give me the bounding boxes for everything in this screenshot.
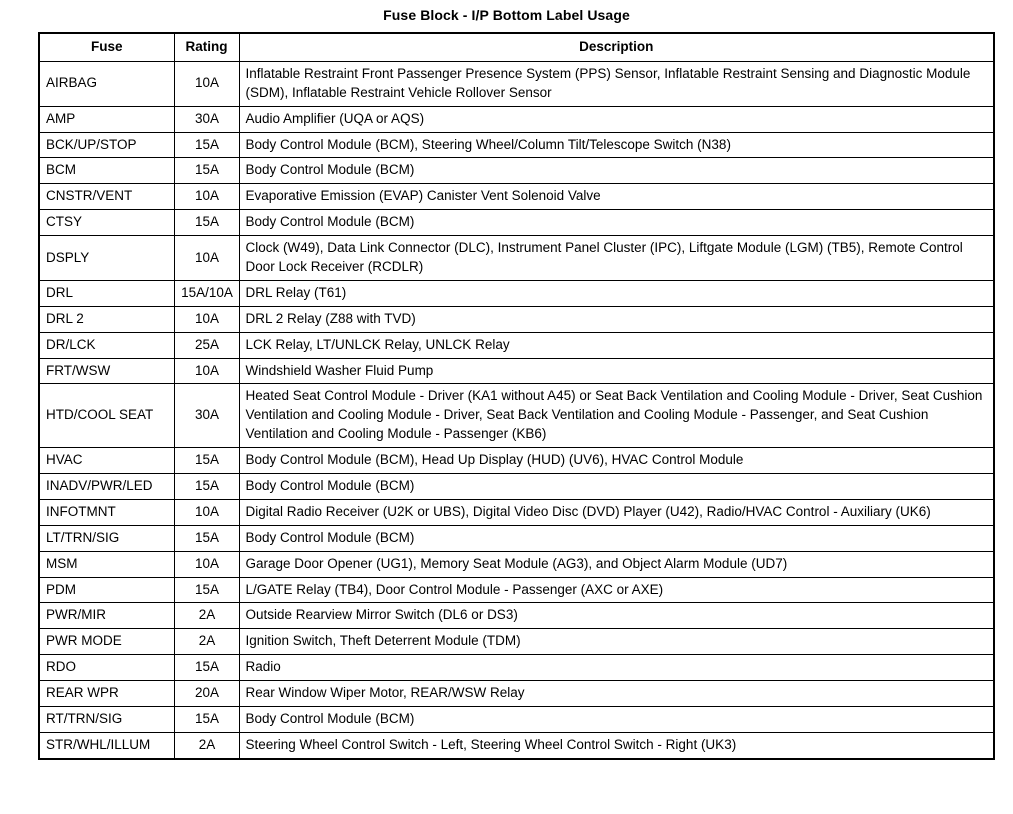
description-cell: DRL 2 Relay (Z88 with TVD) [239, 306, 994, 332]
table-row [39, 158, 994, 184]
table-header-row [39, 33, 994, 61]
rating-cell: 10A [174, 184, 239, 210]
table-body [39, 61, 994, 758]
fuse-cell: CTSY [39, 210, 174, 236]
table-row [39, 384, 994, 448]
fuse-cell: HVAC [39, 448, 174, 474]
fuse-cell: AMP [39, 106, 174, 132]
table-row [39, 577, 994, 603]
description-cell: Steering Wheel Control Switch - Left, Steering Wheel Control Switch - Right (UK3) [239, 732, 994, 758]
fuse-cell: PWR MODE [39, 629, 174, 655]
table-row [39, 732, 994, 758]
rating-cell: 2A [174, 629, 239, 655]
table-row [39, 61, 994, 106]
table-row [39, 332, 994, 358]
fuse-cell: DRL 2 [39, 306, 174, 332]
rating-cell: 2A [174, 603, 239, 629]
description-cell: Body Control Module (BCM) [239, 158, 994, 184]
description-cell: Clock (W49), Data Link Connector (DLC), Instrument Panel Cluster (IPC), Liftgate Module (LGM) (TB5), Remote Control Door Lock Receiver (RCDLR) [239, 236, 994, 281]
description-cell: Inflatable Restraint Front Passenger Presence System (PPS) Sensor, Inflatable Restraint Sensing and Diagnostic Module (SDM), Inflatable Restraint Vehicle Rollover Sensor [239, 61, 994, 106]
description-cell: Body Control Module (BCM), Head Up Display (HUD) (UV6), HVAC Control Module [239, 448, 994, 474]
fuse-cell: DSPLY [39, 236, 174, 281]
rating-cell: 15A [174, 577, 239, 603]
table-row [39, 655, 994, 681]
page-title: Fuse Block - I/P Bottom Label Usage [383, 7, 630, 23]
fuse-cell: RDO [39, 655, 174, 681]
description-cell: DRL Relay (T61) [239, 280, 994, 306]
rating-cell: 10A [174, 61, 239, 106]
table-row [39, 106, 994, 132]
rating-cell: 15A [174, 132, 239, 158]
fuse-table [38, 32, 995, 760]
description-cell: Evaporative Emission (EVAP) Canister Vent Solenoid Valve [239, 184, 994, 210]
description-cell: Radio [239, 655, 994, 681]
fuse-cell: RT/TRN/SIG [39, 707, 174, 733]
fuse-cell: BCM [39, 158, 174, 184]
rating-cell: 15A [174, 525, 239, 551]
table-row [39, 236, 994, 281]
description-cell: L/GATE Relay (TB4), Door Control Module - Passenger (AXC or AXE) [239, 577, 994, 603]
rating-cell: 15A/10A [174, 280, 239, 306]
description-cell: Outside Rearview Mirror Switch (DL6 or DS3) [239, 603, 994, 629]
rating-cell: 30A [174, 384, 239, 448]
fuse-cell: INFOTMNT [39, 499, 174, 525]
fuse-cell: INADV/PWR/LED [39, 474, 174, 500]
fuse-cell: REAR WPR [39, 681, 174, 707]
rating-cell: 10A [174, 358, 239, 384]
rating-cell: 2A [174, 732, 239, 758]
table-row [39, 499, 994, 525]
fuse-cell: DRL [39, 280, 174, 306]
rating-cell: 15A [174, 158, 239, 184]
fuse-cell: LT/TRN/SIG [39, 525, 174, 551]
table-row [39, 603, 994, 629]
fuse-cell: STR/WHL/ILLUM [39, 732, 174, 758]
fuse-cell: HTD/COOL SEAT [39, 384, 174, 448]
rating-cell: 25A [174, 332, 239, 358]
header-description: Description [239, 33, 994, 61]
table-row [39, 280, 994, 306]
rating-cell: 10A [174, 551, 239, 577]
description-cell: Body Control Module (BCM) [239, 525, 994, 551]
fuse-cell: CNSTR/VENT [39, 184, 174, 210]
description-cell: Body Control Module (BCM), Steering Wheel/Column Tilt/Telescope Switch (N38) [239, 132, 994, 158]
description-cell: Rear Window Wiper Motor, REAR/WSW Relay [239, 681, 994, 707]
description-cell: Body Control Module (BCM) [239, 707, 994, 733]
rating-cell: 10A [174, 306, 239, 332]
fuse-cell: PWR/MIR [39, 603, 174, 629]
table-row [39, 551, 994, 577]
table-row [39, 132, 994, 158]
fuse-cell: DR/LCK [39, 332, 174, 358]
table-row [39, 525, 994, 551]
table-row [39, 358, 994, 384]
fuse-cell: FRT/WSW [39, 358, 174, 384]
description-cell: Audio Amplifier (UQA or AQS) [239, 106, 994, 132]
table-row [39, 184, 994, 210]
rating-cell: 15A [174, 707, 239, 733]
header-rating: Rating [174, 33, 239, 61]
description-cell: Body Control Module (BCM) [239, 210, 994, 236]
table-row [39, 210, 994, 236]
table-row [39, 707, 994, 733]
fuse-cell: PDM [39, 577, 174, 603]
table-row [39, 448, 994, 474]
rating-cell: 10A [174, 236, 239, 281]
rating-cell: 15A [174, 474, 239, 500]
rating-cell: 30A [174, 106, 239, 132]
table-row [39, 474, 994, 500]
rating-cell: 20A [174, 681, 239, 707]
rating-cell: 15A [174, 655, 239, 681]
description-cell: Garage Door Opener (UG1), Memory Seat Module (AG3), and Object Alarm Module (UD7) [239, 551, 994, 577]
rating-cell: 15A [174, 210, 239, 236]
fuse-cell: MSM [39, 551, 174, 577]
description-cell: Heated Seat Control Module - Driver (KA1 without A45) or Seat Back Ventilation and Cooling Module - Driver, Seat Cushion Ventilation and Cooling Module - Driver, Seat Back Ventilation and Cooling Module - Passenger, and Seat Cushion Ventilation and Cooling Module - Passenger (KB6) [239, 384, 994, 448]
fuse-cell: AIRBAG [39, 61, 174, 106]
fuse-cell: BCK/UP/STOP [39, 132, 174, 158]
description-cell: Digital Radio Receiver (U2K or UBS), Digital Video Disc (DVD) Player (U42), Radio/HVAC Control - Auxiliary (UK6) [239, 499, 994, 525]
description-cell: Windshield Washer Fluid Pump [239, 358, 994, 384]
rating-cell: 10A [174, 499, 239, 525]
header-fuse: Fuse [39, 33, 174, 61]
table-row [39, 681, 994, 707]
table-row [39, 629, 994, 655]
table-row [39, 306, 994, 332]
rating-cell: 15A [174, 448, 239, 474]
description-cell: Body Control Module (BCM) [239, 474, 994, 500]
description-cell: Ignition Switch, Theft Deterrent Module (TDM) [239, 629, 994, 655]
description-cell: LCK Relay, LT/UNLCK Relay, UNLCK Relay [239, 332, 994, 358]
